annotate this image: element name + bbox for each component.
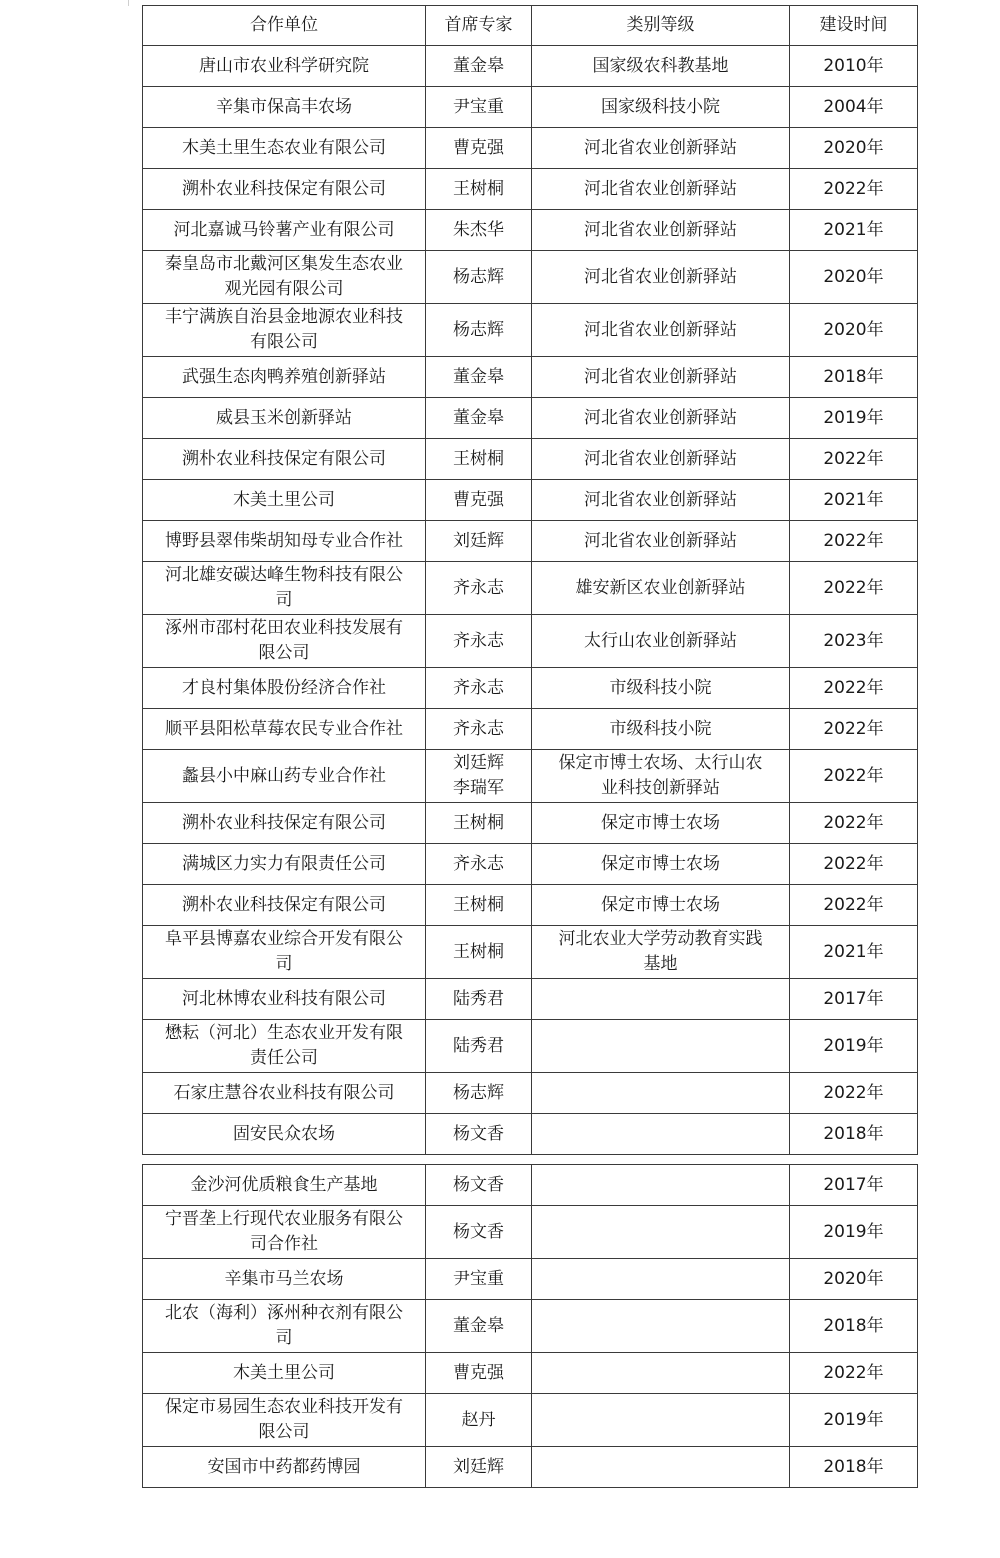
cell-expert-line: 陆秀君 [453, 988, 504, 1009]
cell-expert-line: 杨文香 [453, 1174, 504, 1195]
cell-category [532, 210, 790, 251]
cell-year [790, 668, 918, 709]
cell-category-line: 雄安新区农业创新驿站 [575, 577, 746, 598]
cell-org [143, 521, 426, 562]
cell-org-line: 保定市易园生态农业科技开发有 [165, 1397, 403, 1417]
table-row [143, 128, 918, 169]
cell-org [143, 615, 426, 668]
cell-org [143, 1114, 426, 1155]
cell-expert-line: 董金皋 [453, 1315, 504, 1336]
cell-category [532, 1353, 790, 1394]
cell-org [143, 439, 426, 480]
cell-expert-line: 曹克强 [453, 489, 504, 510]
cell-expert [426, 1114, 532, 1155]
cell-org-line: 限公司 [258, 1422, 310, 1442]
cell-org [143, 1447, 426, 1488]
table-row [143, 926, 918, 979]
cell-year-line: 2022年 [823, 530, 884, 551]
cell-year [790, 169, 918, 210]
cell-category [532, 803, 790, 844]
cell-category [532, 1020, 790, 1073]
cell-category [532, 357, 790, 398]
cell-expert-line: 杨文香 [453, 1123, 504, 1144]
cell-org [143, 668, 426, 709]
cell-expert-line: 陆秀君 [453, 1035, 504, 1056]
cell-category [532, 251, 790, 304]
cell-org [143, 885, 426, 926]
cell-expert-line: 董金皋 [453, 366, 504, 387]
cell-expert [426, 803, 532, 844]
cell-year [790, 439, 918, 480]
cell-expert-line: 刘廷辉 [453, 530, 504, 551]
table-row [143, 709, 918, 750]
cell-org [143, 1206, 426, 1259]
table-row [143, 1073, 918, 1114]
cell-org [143, 128, 426, 169]
cell-expert [426, 169, 532, 210]
cell-org-line: 满城区力实力有限责任公司 [182, 853, 386, 874]
table-row [143, 304, 918, 357]
cell-category-line: 河北省农业创新驿站 [584, 219, 737, 240]
cell-org-line: 辛集市保高丰农场 [216, 96, 352, 117]
cell-expert-line: 齐永志 [453, 577, 504, 598]
cell-year-line: 2022年 [823, 765, 884, 786]
cell-year-line: 2022年 [823, 448, 884, 469]
cell-expert [426, 844, 532, 885]
cell-org-line: 涿州市邵村花田农业科技发展有 [165, 618, 403, 638]
cell-category-line: 市级科技小院 [609, 718, 712, 739]
cell-expert [426, 615, 532, 668]
cell-category [532, 844, 790, 885]
cell-year [790, 398, 918, 439]
cell-org [143, 46, 426, 87]
cell-category [532, 439, 790, 480]
table-row [143, 1353, 918, 1394]
cell-expert [426, 1206, 532, 1259]
header-expert: 首席专家 [426, 6, 532, 46]
cell-org [143, 210, 426, 251]
cell-year-line: 2022年 [823, 677, 884, 698]
cell-org [143, 357, 426, 398]
cell-year-line: 2020年 [823, 1268, 884, 1289]
cell-year [790, 210, 918, 251]
table-row [143, 668, 918, 709]
cell-expert [426, 1447, 532, 1488]
cell-expert-line: 齐永志 [453, 853, 504, 874]
cell-expert-line: 齐永志 [453, 677, 504, 698]
cell-org [143, 562, 426, 615]
cell-year-line: 2023年 [823, 630, 884, 651]
table-row [143, 1259, 918, 1300]
cell-org-line: 阜平县博嘉农业综合开发有限公 [165, 929, 403, 949]
cell-expert [426, 128, 532, 169]
cell-year [790, 1020, 918, 1073]
table-row [143, 439, 918, 480]
cell-year [790, 926, 918, 979]
table-row [143, 251, 918, 304]
cell-category [532, 1114, 790, 1155]
cell-expert [426, 357, 532, 398]
cell-expert-line: 曹克强 [453, 137, 504, 158]
cell-category-line: 业科技创新驿站 [601, 778, 720, 798]
cell-org-line: 才良村集体股份经济合作社 [182, 677, 386, 698]
table-header-row [143, 6, 918, 46]
cell-category [532, 521, 790, 562]
cell-expert-line: 王树桐 [453, 941, 504, 962]
cell-org-line: 司 [275, 1328, 293, 1348]
header-category: 类别等级 [532, 6, 790, 46]
cell-org [143, 304, 426, 357]
cell-year-line: 2018年 [823, 1315, 884, 1336]
cell-org-line: 木美土里生态农业有限公司 [182, 137, 386, 158]
cell-year [790, 1259, 918, 1300]
cell-expert [426, 251, 532, 304]
cell-year-line: 2019年 [823, 1409, 884, 1430]
cell-org-line: 唐山市农业科学研究院 [199, 55, 369, 76]
cell-expert [426, 885, 532, 926]
cell-year [790, 709, 918, 750]
cell-year [790, 750, 918, 803]
cell-year [790, 885, 918, 926]
cell-year [790, 87, 918, 128]
cell-org [143, 1394, 426, 1447]
cell-org [143, 1259, 426, 1300]
cell-expert-line: 杨志辉 [453, 1082, 504, 1103]
cell-year [790, 1114, 918, 1155]
cell-year [790, 844, 918, 885]
cell-year-line: 2019年 [823, 1035, 884, 1056]
table-row [143, 1394, 918, 1447]
cell-year [790, 1394, 918, 1447]
cell-year [790, 803, 918, 844]
cell-expert [426, 668, 532, 709]
cell-org [143, 844, 426, 885]
table-row [143, 46, 918, 87]
cell-year-line: 2022年 [823, 577, 884, 598]
cell-year-line: 2004年 [823, 96, 884, 117]
cell-org-line: 懋耘（河北）生态农业开发有限 [165, 1023, 403, 1043]
cell-org-line: 司合作社 [250, 1234, 318, 1254]
cell-org-line: 辛集市马兰农场 [224, 1268, 344, 1289]
table-row [143, 1020, 918, 1073]
cell-year-line: 2020年 [823, 137, 884, 158]
table-row [143, 210, 918, 251]
table-row [143, 803, 918, 844]
cell-category-line: 河北省农业创新驿站 [584, 407, 737, 428]
cell-year [790, 304, 918, 357]
cell-year-line: 2017年 [823, 1174, 884, 1195]
cell-year-line: 2022年 [823, 894, 884, 915]
cell-category [532, 615, 790, 668]
cell-expert [426, 304, 532, 357]
cell-year-line: 2021年 [823, 219, 884, 240]
cell-expert [426, 709, 532, 750]
cell-year [790, 1206, 918, 1259]
cell-org-line: 宁晋垄上行现代农业服务有限公 [165, 1209, 403, 1229]
cell-org [143, 1073, 426, 1114]
cell-year [790, 521, 918, 562]
cell-category [532, 398, 790, 439]
table-row [143, 1114, 918, 1155]
cell-org [143, 169, 426, 210]
cell-category [532, 926, 790, 979]
cell-org [143, 1020, 426, 1073]
cell-org [143, 1353, 426, 1394]
cell-expert-line: 杨志辉 [453, 266, 504, 287]
cell-expert-line: 齐永志 [453, 718, 504, 739]
cell-year [790, 357, 918, 398]
cell-category [532, 1447, 790, 1488]
cell-org-line: 溯朴农业科技保定有限公司 [182, 448, 386, 469]
cell-year [790, 1165, 918, 1206]
cell-expert [426, 521, 532, 562]
cell-expert [426, 398, 532, 439]
cell-year [790, 1300, 918, 1353]
cell-year-line: 2022年 [823, 1082, 884, 1103]
cell-org-line: 武强生态肉鸭养殖创新驿站 [182, 366, 386, 387]
cell-category-line: 太行山农业创新驿站 [584, 630, 737, 651]
cell-org-line: 限公司 [258, 643, 310, 663]
table-row [143, 979, 918, 1020]
cell-year-line: 2010年 [823, 55, 884, 76]
cell-category-line: 河北省农业创新驿站 [584, 366, 737, 387]
cell-category-line: 保定市博士农场、太行山农 [558, 753, 763, 773]
cell-category [532, 750, 790, 803]
cell-year-line: 2022年 [823, 718, 884, 739]
cell-org-line: 河北林博农业科技有限公司 [182, 988, 386, 1009]
cell-category-line: 河北农业大学劳动教育实践 [558, 929, 763, 949]
cell-org-line: 威县玉米创新驿站 [216, 407, 352, 428]
cell-org [143, 1300, 426, 1353]
cell-category-line: 保定市博士农场 [601, 853, 720, 874]
cell-year-line: 2022年 [823, 812, 884, 833]
cell-org-line: 固安民众农场 [233, 1123, 335, 1144]
cell-category [532, 885, 790, 926]
table-row [143, 1300, 918, 1353]
cell-org-line: 责任公司 [250, 1048, 318, 1068]
cell-category [532, 1259, 790, 1300]
cell-year-line: 2018年 [823, 1123, 884, 1144]
cell-org-line: 博野县翠伟柴胡知母专业合作社 [165, 530, 403, 551]
table-row [143, 1165, 918, 1206]
cell-expert-line: 刘廷辉 [453, 753, 504, 773]
cell-expert-line: 赵丹 [461, 1409, 496, 1430]
table-row [143, 562, 918, 615]
top-left-rule [128, 0, 129, 6]
table-row [143, 1206, 918, 1259]
cell-year [790, 615, 918, 668]
cell-org-line: 木美土里公司 [233, 489, 335, 510]
cell-year-line: 2021年 [823, 489, 884, 510]
cell-category [532, 709, 790, 750]
cell-org-line: 蠡县小中麻山药专业合作社 [182, 765, 386, 786]
cell-year-line: 2018年 [823, 366, 884, 387]
cell-expert-line: 尹宝重 [453, 1268, 504, 1289]
cell-expert [426, 1165, 532, 1206]
cell-category-line: 保定市博士农场 [601, 812, 720, 833]
cell-category-line: 保定市博士农场 [601, 894, 720, 915]
cell-category [532, 46, 790, 87]
cell-expert [426, 210, 532, 251]
cell-org [143, 750, 426, 803]
cell-expert-line: 杨志辉 [453, 319, 504, 340]
cell-org-line: 河北嘉诚马铃薯产业有限公司 [173, 219, 395, 240]
cell-expert-line: 刘廷辉 [453, 1456, 504, 1477]
cell-category [532, 480, 790, 521]
cell-category-line: 河北省农业创新驿站 [584, 178, 737, 199]
cell-expert-line: 尹宝重 [453, 96, 504, 117]
table-row [143, 885, 918, 926]
cell-org [143, 926, 426, 979]
cell-expert [426, 480, 532, 521]
cell-year-line: 2022年 [823, 1362, 884, 1383]
cell-expert-line: 齐永志 [453, 630, 504, 651]
cell-expert [426, 750, 532, 803]
cell-expert [426, 1020, 532, 1073]
cell-expert-line: 曹克强 [453, 1362, 504, 1383]
cell-expert [426, 979, 532, 1020]
table-row [143, 169, 918, 210]
cell-org [143, 1165, 426, 1206]
cell-category-line: 国家级科技小院 [601, 96, 720, 117]
cell-org-line: 石家庄慧谷农业科技有限公司 [173, 1082, 395, 1103]
cell-expert [426, 87, 532, 128]
cell-expert-line: 杨文香 [453, 1221, 504, 1242]
cell-category-line: 河北省农业创新驿站 [584, 489, 737, 510]
cell-category-line: 河北省农业创新驿站 [584, 319, 737, 340]
cell-year-line: 2022年 [823, 178, 884, 199]
cell-expert [426, 1259, 532, 1300]
cell-year-line: 2020年 [823, 319, 884, 340]
cell-year [790, 562, 918, 615]
cell-expert [426, 926, 532, 979]
cell-org-line: 木美土里公司 [233, 1362, 335, 1383]
table-row [143, 615, 918, 668]
cooperation-table [142, 5, 918, 1155]
cell-category [532, 668, 790, 709]
cell-category [532, 1206, 790, 1259]
table-row [143, 87, 918, 128]
table-row [143, 398, 918, 439]
cell-year [790, 480, 918, 521]
table-row [143, 480, 918, 521]
cell-org [143, 480, 426, 521]
cell-org-line: 金沙河优质粮食生产基地 [190, 1174, 378, 1195]
header-year: 建设时间 [790, 6, 918, 46]
cell-year-line: 2021年 [823, 941, 884, 962]
cell-org [143, 398, 426, 439]
cell-expert [426, 1353, 532, 1394]
cell-category [532, 1073, 790, 1114]
table-row [143, 521, 918, 562]
cell-expert [426, 46, 532, 87]
cell-expert-line: 王树桐 [453, 812, 504, 833]
cell-category-line: 国家级农科教基地 [592, 55, 729, 76]
cell-org [143, 979, 426, 1020]
cell-expert-line: 朱杰华 [453, 219, 504, 240]
cell-org-line: 有限公司 [250, 332, 318, 352]
cell-year-line: 2019年 [823, 1221, 884, 1242]
cell-org-line: 司 [275, 590, 293, 610]
cell-year [790, 1073, 918, 1114]
cell-category [532, 1394, 790, 1447]
cell-category-line: 河北省农业创新驿站 [584, 137, 737, 158]
cell-expert [426, 1394, 532, 1447]
cooperation-table-continued [142, 1164, 918, 1488]
cell-org-line: 安国市中药都药博园 [207, 1456, 361, 1477]
cell-year-line: 2017年 [823, 988, 884, 1009]
cell-category-line: 河北省农业创新驿站 [584, 448, 737, 469]
cell-category [532, 169, 790, 210]
cell-category [532, 1300, 790, 1353]
cell-org-line: 观光园有限公司 [224, 279, 344, 299]
cell-expert [426, 439, 532, 480]
table-row [143, 357, 918, 398]
cell-org [143, 709, 426, 750]
cell-expert-line: 王树桐 [453, 448, 504, 469]
cell-expert-line: 董金皋 [453, 407, 504, 428]
cell-category [532, 304, 790, 357]
table-row [143, 1447, 918, 1488]
cell-year [790, 1353, 918, 1394]
cell-org-line: 丰宁满族自治县金地源农业科技 [165, 307, 403, 327]
cell-org [143, 803, 426, 844]
cell-category [532, 562, 790, 615]
cell-category-line: 河北省农业创新驿站 [584, 530, 737, 551]
cell-category [532, 1165, 790, 1206]
cell-category-line: 基地 [643, 954, 678, 974]
cell-expert-line: 董金皋 [453, 55, 504, 76]
cell-year-line: 2020年 [823, 266, 884, 287]
cell-expert-line: 王树桐 [453, 178, 504, 199]
cell-category [532, 979, 790, 1020]
cell-year [790, 46, 918, 87]
cell-year-line: 2022年 [823, 853, 884, 874]
header-org: 合作单位 [143, 6, 426, 46]
cell-category [532, 128, 790, 169]
cell-org-line: 溯朴农业科技保定有限公司 [182, 178, 386, 199]
cell-org [143, 87, 426, 128]
cell-category [532, 87, 790, 128]
cell-org-line: 秦皇岛市北戴河区集发生态农业 [165, 254, 403, 274]
cell-expert [426, 562, 532, 615]
cell-org-line: 河北雄安碳达峰生物科技有限公 [165, 565, 403, 585]
table-row [143, 750, 918, 803]
cell-org-line: 顺平县阳松草莓农民专业合作社 [165, 718, 403, 739]
cell-org-line: 北农（海利）涿州种衣剂有限公 [165, 1303, 403, 1323]
cell-org-line: 溯朴农业科技保定有限公司 [182, 812, 386, 833]
cell-expert-line: 李瑞军 [453, 778, 504, 798]
cell-expert-line: 王树桐 [453, 894, 504, 915]
cell-org [143, 251, 426, 304]
cell-year-line: 2018年 [823, 1456, 884, 1477]
cell-category-line: 河北省农业创新驿站 [584, 266, 737, 287]
table-row [143, 844, 918, 885]
cell-category-line: 市级科技小院 [609, 677, 712, 698]
cell-expert [426, 1073, 532, 1114]
cell-org-line: 溯朴农业科技保定有限公司 [182, 894, 386, 915]
cell-year [790, 128, 918, 169]
cell-org-line: 司 [275, 954, 293, 974]
cell-year [790, 251, 918, 304]
cell-year-line: 2019年 [823, 407, 884, 428]
cell-expert [426, 1300, 532, 1353]
cell-year [790, 1447, 918, 1488]
cell-year [790, 979, 918, 1020]
